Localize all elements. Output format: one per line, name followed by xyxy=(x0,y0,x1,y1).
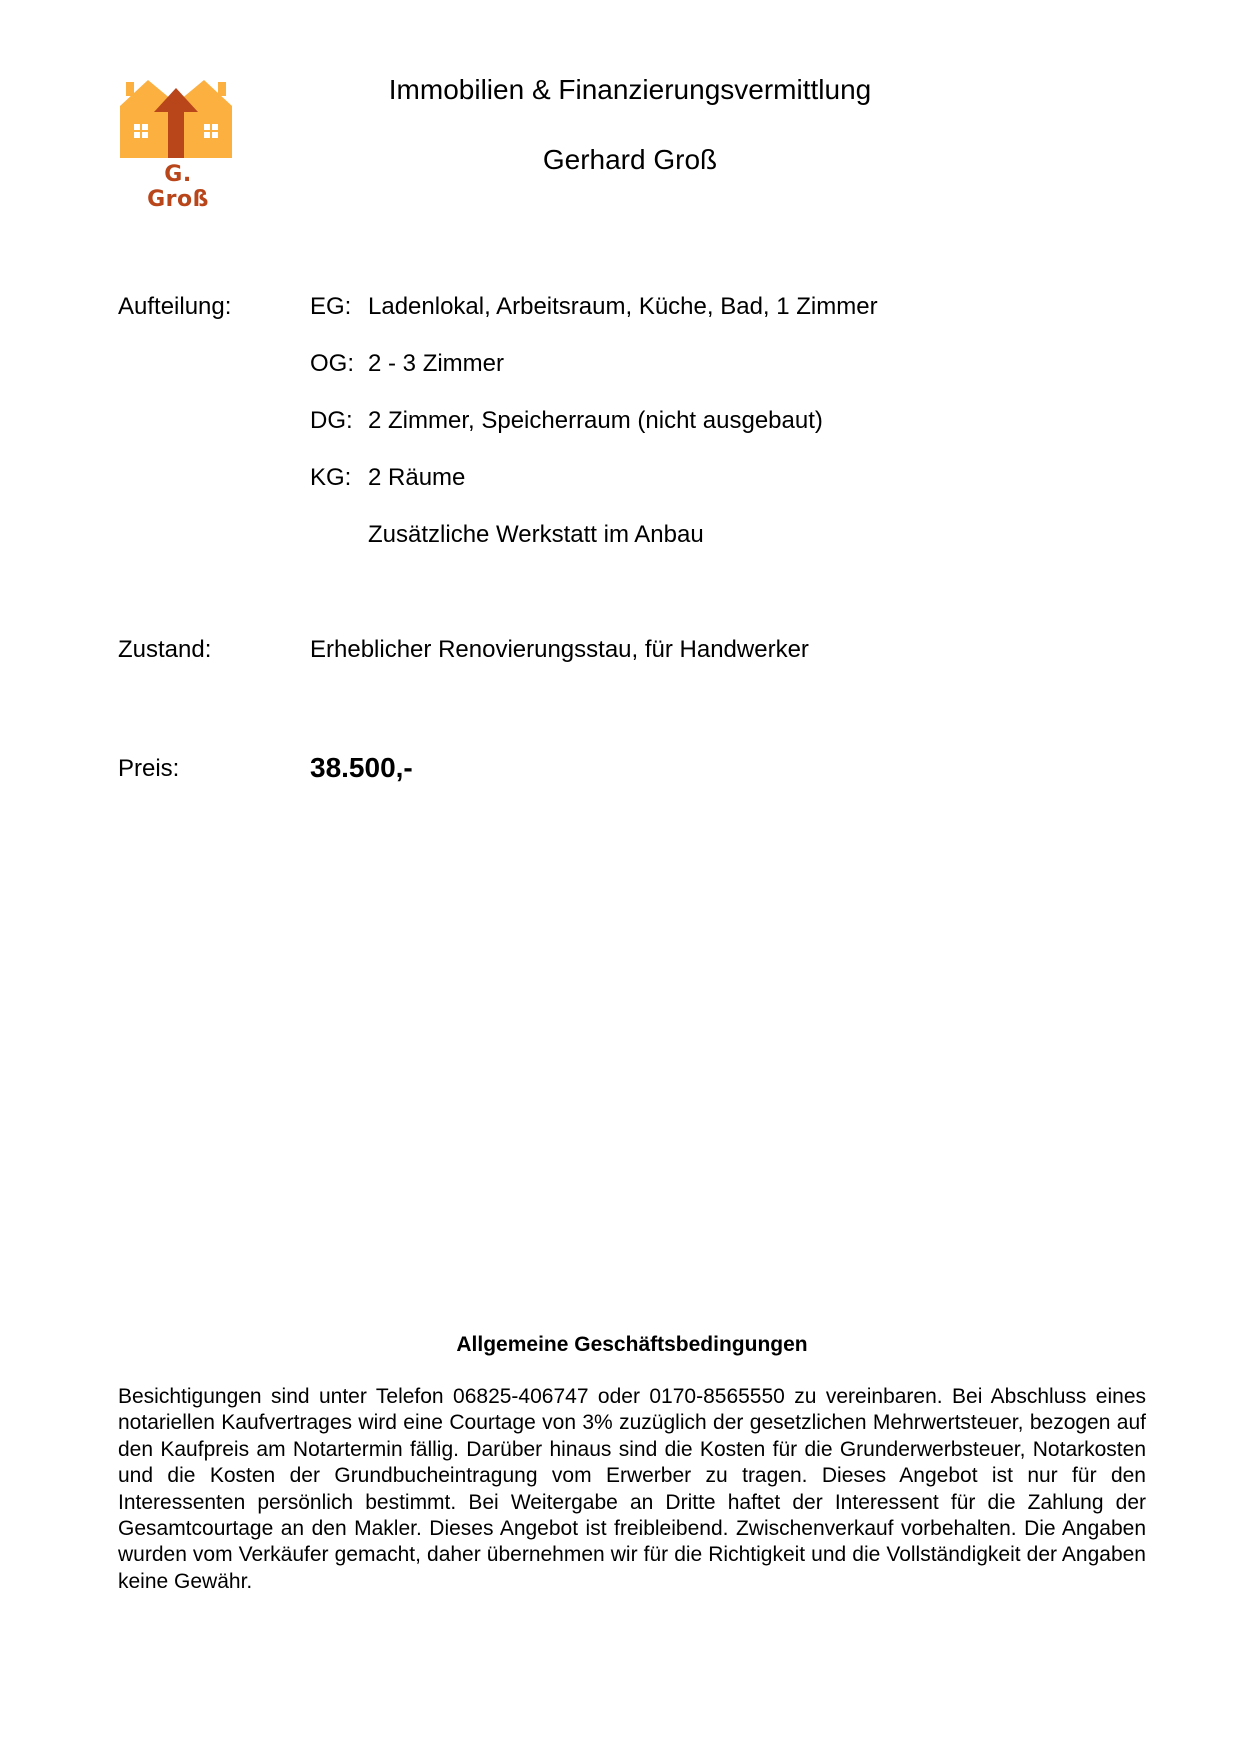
zustand-label: Zustand: xyxy=(118,636,212,663)
preis-label: Preis: xyxy=(118,755,180,782)
header-company-line: Immobilien & Finanzierungsvermittlung xyxy=(388,74,872,105)
floor-text-og: 2 - 3 Zimmer xyxy=(368,350,505,377)
floor-text-dg: 2 Zimmer, Speicherraum (nicht ausgebaut) xyxy=(368,407,823,434)
header-name-line: Gerhard Groß xyxy=(542,144,718,175)
floor-text-kg: 2 Räume xyxy=(368,464,466,491)
left-chimney-shape xyxy=(126,82,134,96)
aufteilung-label: Aufteilung: xyxy=(118,293,232,320)
extra-werkstatt: Zusätzliche Werkstatt im Anbau xyxy=(368,521,704,548)
floor-code-dg: DG: xyxy=(310,407,353,434)
floor-code-eg: EG: xyxy=(310,293,352,320)
house-logo-icon xyxy=(118,76,238,162)
zustand-value: Erheblicher Renovierungsstau, für Handwerker xyxy=(310,636,809,663)
floor-text-eg: Ladenlokal, Arbeitsraum, Küche, Bad, 1 Zimmer xyxy=(368,293,878,320)
floor-code-kg: KG: xyxy=(310,464,352,491)
right-chimney-shape xyxy=(218,82,226,96)
logo-text: G. Groß xyxy=(147,162,209,212)
agb-text: Besichtigungen sind unter Telefon 06825-406747 oder 0170-8565550 zu vereinbaren. Bei Abschluss eines notariellen Kaufvertrages wird eine Courtage von 3% zuzüglich der gesetzlichen Mehrwertsteuer, bezogen auf den Kaufpreis am Notartermin fällig. Darüber hinaus sind die Kosten für die Grunderwerbsteuer, Notarkosten und die Kosten der Grundbucheintragung vom Erwerber zu tragen. Dieses Angebot ist nur für den Interessenten persönlich bestimmt. Bei Weitergabe an Dritte haftet der Interessent für die Zahlung der Gesamtcourtage an den Makler. Dieses Angebot ist freibleibend. Zwischenverkauf vorbehalten. Die Angaben wurden vom Verkäufer gemacht, daher übernehmen wir für die Richtigkeit und die Vollständigkeit der Angaben keine Gewähr. xyxy=(118,1385,1146,1593)
agb-title: Allgemeine Geschäftsbedingungen xyxy=(456,1333,808,1356)
floor-code-og: OG: xyxy=(310,350,355,377)
preis-value: 38.500,- xyxy=(310,752,413,783)
company-logo xyxy=(118,76,238,212)
